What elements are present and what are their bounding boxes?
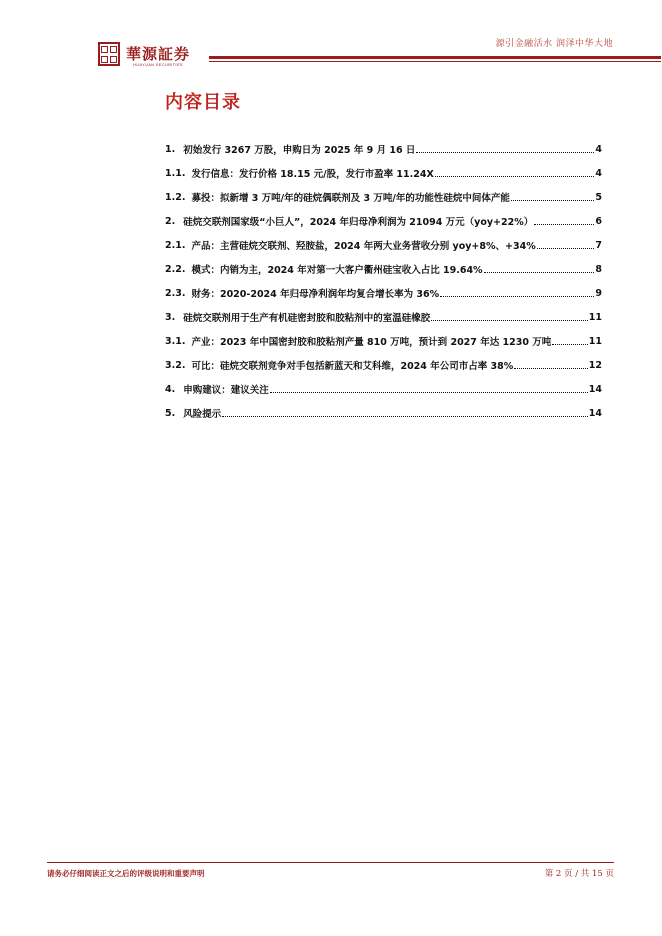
toc-entry-title: 申购建议：建议关注 bbox=[183, 385, 269, 396]
toc-entry-title: 可比：硅烷交联剂竞争对手包括新蓝天和艾科维，2024 年公司市占率 38% bbox=[191, 361, 514, 372]
toc-entry[interactable] bbox=[165, 137, 602, 161]
toc-leader-dots bbox=[222, 415, 588, 417]
toc-leader-dots bbox=[514, 367, 588, 369]
footer-rule bbox=[47, 862, 614, 863]
toc-leader-dots bbox=[416, 151, 594, 153]
toc-entry[interactable] bbox=[165, 377, 602, 401]
toc-entry-title: 硅烷交联剂国家级“小巨人”，2024 年归母净利润为 21094 万元（yoy+22%） bbox=[183, 217, 534, 228]
toc-entry-title: 硅烷交联剂用于生产有机硅密封胶和胶粘剂中的室温硅橡胶 bbox=[183, 313, 431, 324]
toc-entry-number: 1.2. bbox=[165, 191, 186, 203]
toc-entry-title: 模式：内销为主，2024 年对第一大客户衢州硅宝收入占比 19.64% bbox=[191, 265, 483, 276]
toc-entry-page: 6 bbox=[595, 215, 602, 227]
toc-entry-title: 财务：2020-2024 年归母净利润年均复合增长率为 36% bbox=[191, 289, 440, 300]
toc-entry-number: 2.3. bbox=[165, 287, 186, 299]
toc-entry[interactable] bbox=[165, 161, 602, 185]
toc-entry-page: 4 bbox=[595, 143, 602, 155]
toc-entry-number: 4. bbox=[165, 383, 176, 395]
toc-entry[interactable] bbox=[165, 281, 602, 305]
toc-leader-dots bbox=[484, 271, 595, 273]
toc-entry-page: 11 bbox=[588, 311, 602, 323]
page-header bbox=[0, 0, 662, 80]
toc-entry-page: 5 bbox=[595, 191, 602, 203]
toc-entry-number: 1.1. bbox=[165, 167, 186, 179]
company-name-en: HUAYUAN SECURITIES bbox=[133, 62, 183, 67]
toc-leader-dots bbox=[435, 175, 595, 177]
toc-entry-page: 14 bbox=[588, 407, 602, 419]
toc-entry[interactable] bbox=[165, 185, 602, 209]
header-rule bbox=[209, 56, 661, 59]
toc-entry[interactable] bbox=[165, 305, 602, 329]
toc-entry[interactable] bbox=[165, 257, 602, 281]
toc-entry-title: 产业：2023 年中国密封胶和胶粘剂产量 810 万吨，预计到 2027 年达 1230 万吨 bbox=[191, 337, 552, 348]
toc-entry-page: 14 bbox=[588, 383, 602, 395]
toc-entry-page: 7 bbox=[595, 239, 602, 251]
toc-entry-number: 5. bbox=[165, 407, 176, 419]
company-logo-icon bbox=[98, 42, 120, 66]
toc-leader-dots bbox=[537, 247, 595, 249]
toc-entry-number: 1. bbox=[165, 143, 176, 155]
toc-leader-dots bbox=[534, 223, 594, 225]
toc-leader-dots bbox=[552, 343, 588, 345]
header-rule-thin bbox=[209, 61, 661, 62]
toc-entry[interactable] bbox=[165, 233, 602, 257]
toc-entry[interactable] bbox=[165, 401, 602, 425]
toc-entry-title: 风险提示 bbox=[183, 409, 222, 420]
toc-leader-dots bbox=[440, 295, 594, 297]
toc-entry-page: 9 bbox=[595, 287, 602, 299]
toc-entry-number: 3.2. bbox=[165, 359, 186, 371]
toc-leader-dots bbox=[511, 199, 595, 201]
toc-entry-number: 2.2. bbox=[165, 263, 186, 275]
toc-leader-dots bbox=[431, 319, 588, 321]
toc-entry-title: 产品：主营硅烷交联剂、羟胺盐，2024 年两大业务营收分别 yoy+8%、+34% bbox=[191, 241, 536, 252]
toc-entry-number: 2. bbox=[165, 215, 176, 227]
toc-entry-title: 募投：拟新增 3 万吨/年的硅烷偶联剂及 3 万吨/年的功能性硅烷中间体产能 bbox=[191, 193, 510, 204]
toc-entry-number: 3.1. bbox=[165, 335, 186, 347]
toc-entry-number: 2.1. bbox=[165, 239, 186, 251]
toc-entry[interactable] bbox=[165, 209, 602, 233]
toc-leader-dots bbox=[270, 391, 588, 393]
toc-entry-page: 12 bbox=[588, 359, 602, 371]
page-number: 第 2 页 / 共 15 页 bbox=[544, 869, 614, 879]
toc-entry-number: 3. bbox=[165, 311, 176, 323]
toc-entry[interactable] bbox=[165, 353, 602, 377]
toc-entry-title: 初始发行 3267 万股，申购日为 2025 年 9 月 16 日 bbox=[183, 145, 416, 156]
toc-entry-page: 8 bbox=[595, 263, 602, 275]
toc-entry-page: 4 bbox=[595, 167, 602, 179]
toc-entry-page: 11 bbox=[588, 335, 602, 347]
toc-entry-title: 发行信息：发行价格 18.15 元/股，发行市盈率 11.24X bbox=[191, 169, 434, 180]
footer-disclaimer: 请务必仔细阅读正文之后的评级说明和重要声明 bbox=[47, 869, 205, 878]
toc-entry[interactable] bbox=[165, 329, 602, 353]
company-name: 華源証券 bbox=[126, 45, 191, 63]
table-of-contents bbox=[165, 137, 602, 425]
toc-title: 内容目录 bbox=[165, 92, 241, 113]
company-slogan: 源引金融活水 润泽中华大地 bbox=[495, 39, 613, 49]
